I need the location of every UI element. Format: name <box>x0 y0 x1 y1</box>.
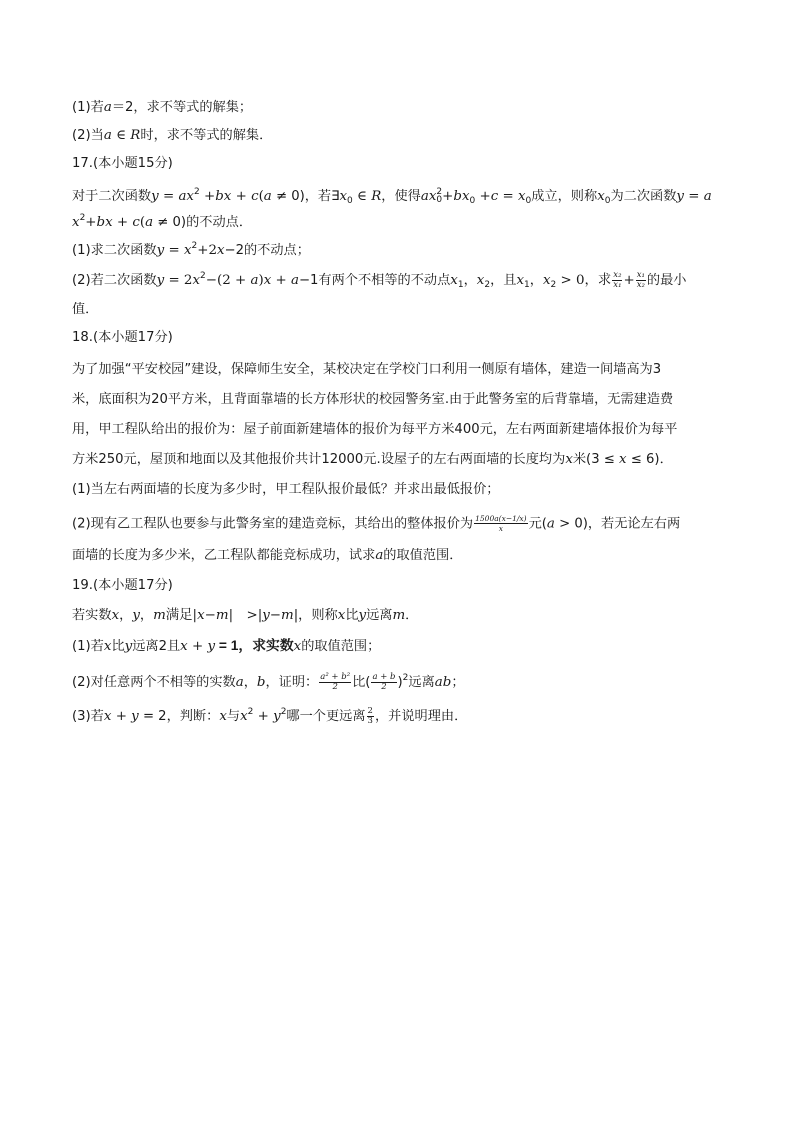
q18-part2: (2)现有乙工程队也要参与此警务室的建造竞标，其给出的整体报价为 $\frac{1500a(x-1/x)}{x}$ 元(a > 0)，若无论左右两 <box>72 514 681 533</box>
q19-header: 19.(本小题17分) <box>72 578 173 593</box>
q19-part3: (3)若x + y = 2，判断：x与$x^2 + y^2$哪一个更远离 $\frac{2}{3}$ ，并说明理由． <box>72 705 468 726</box>
q18-stem-line3: 用，甲工程队给出的报价为：屋子前面新建墙体的报价为每平方米400元，左右两面新建墙体报价为每平 <box>72 422 678 437</box>
q18-header: 18.(本小题17分) <box>72 330 173 345</box>
exam-page-content <box>72 98 732 736</box>
q18-part2-cont: 面墙的长度为多少米，乙工程队都能竞标成功，试求a的取值范围． <box>72 548 463 563</box>
q17-part2-cont: 值． <box>72 302 99 317</box>
q18-stem-line2: 米，底面积为20平方米，且背面靠墙的长方体形状的校园警务室.由于此警务室的后背靠墙，无需建造费 <box>72 392 674 407</box>
q17-stem-line1: 对于二次函数$y = ax^2 +bx + c(a \ne 0)$，若$\exists x_0$ ∈ R，使得ax 2 0 $+bx_0 +c = x_0$成立，则称$x_0$为二次函数y = a <box>72 187 712 206</box>
q18-stem-line1: 为了加强“平安校园”建设，保障师生安全，某校决定在学校门口利用一侧原有墙体，建造一间墙高为3 <box>72 362 662 377</box>
q19-part2: (2)对任意两个不相等的实数a，b，证明： $\frac{\text{a² + b²}}{2}$ 比( $\frac{a + b}{2}$ )$^2$远离ab； <box>72 671 465 692</box>
q18-stem-line4: 方米250元，屋顶和地面以及其他报价共计12000元.设屋子的左右两面墙的长度均为x米(3 ≤ x ≤ 6)． <box>72 452 673 467</box>
fraction-two-thirds: $\frac{2}{3}$ <box>367 705 373 726</box>
q18-part1: (1)当左右两面墙的长度为多少时，甲工程队报价最低？并求出最低报价； <box>72 482 500 497</box>
q19-stem: 若实数x，y，m满足|x−m| >|y−m|，则称x比y远离m． <box>72 608 419 623</box>
fraction-x1-over-x2: $\frac{\text{x₁}}{\text{x₂}}$ <box>636 269 645 290</box>
fraction-mean: $\frac{a + b}{2}$ <box>372 671 396 692</box>
q19-part1: (1)若x比y远离2且x + y = 1，求实数x的取值范围； <box>72 638 381 654</box>
q16-part2: (2)当a ∈ R时，求不等式的解集． <box>72 128 273 143</box>
q17-stem-line2: $x^2+bx + c(a \ne 0)$的不动点． <box>72 213 253 230</box>
fraction-quote: $\frac{1500a(x-1/x)}{x}$ <box>475 514 527 533</box>
fraction-x2-over-x1: $\frac{\text{x₂}}{\text{x₁}}$ <box>613 269 622 290</box>
q17-part2: (2)若二次函数$y = 2x^2-(2 + a)x + a-1$有两个不相等的不动点$x_1$，$x_2$，且$x_1$，$x_2 > 0$，求 $\frac{\text{x₂}}{\text{x₁}}$ + $\frac{\text{x₁}}{\text{x₂}}$ 的最小 <box>72 269 687 290</box>
q17-part1: (1)求二次函数$y = x^2+2x-2$的不动点； <box>72 241 310 258</box>
fraction-mean-of-squares: $\frac{\text{a² + b²}}{2}$ <box>320 671 351 692</box>
q17-header: 17.(本小题15分) <box>72 156 173 171</box>
q16-part1: (1)若a＝2，求不等式的解集； <box>72 100 253 115</box>
